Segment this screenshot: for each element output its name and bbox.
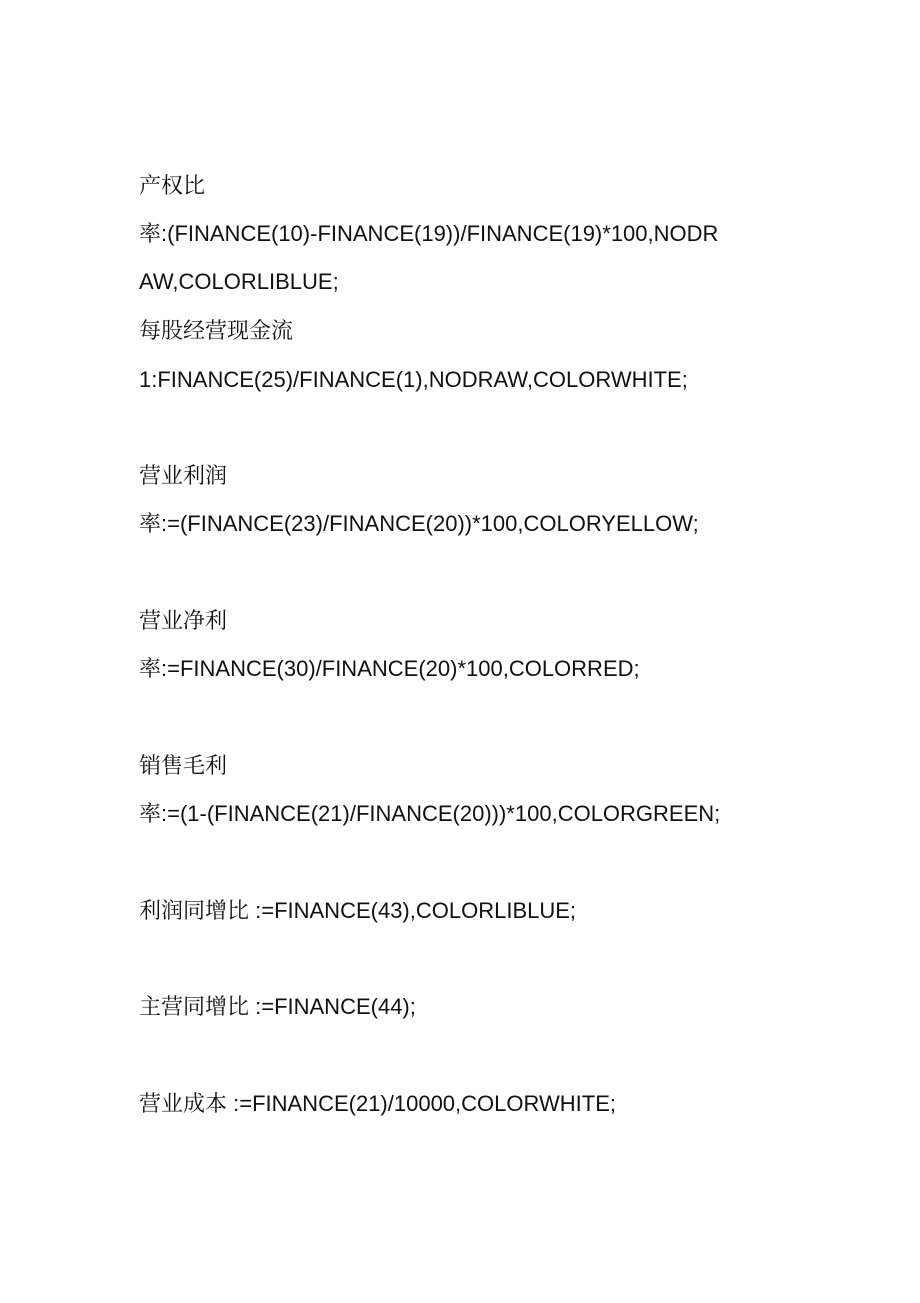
formula-gross-margin-rate: 率:=(1-(FINANCE(21)/FINANCE(20)))*100,COLORGREEN; bbox=[139, 801, 721, 826]
formula-net-profit-rate: 率:=FINANCE(30)/FINANCE(20)*100,COLORRED; bbox=[139, 656, 640, 681]
formula-profit-growth: 利润同增比 :=FINANCE(43),COLORLIBLUE; bbox=[139, 898, 577, 923]
formula-operating-cash-flow-per-share: 1:FINANCE(25)/FINANCE(1),NODRAW,COLORWHITE; bbox=[139, 367, 688, 392]
formula-equity-ratio-part1: 率:(FINANCE(10)-FINANCE(19))/FINANCE(19)*100,NODR bbox=[139, 221, 719, 246]
label-gross-margin-rate: 销售毛利 bbox=[139, 753, 228, 778]
label-operating-profit-rate: 营业利润 bbox=[139, 463, 228, 488]
label-net-profit-rate: 营业净利 bbox=[139, 608, 228, 633]
formula-operating-cost: 营业成本 :=FINANCE(21)/10000,COLORWHITE; bbox=[139, 1091, 616, 1116]
label-equity-ratio: 产权比 bbox=[139, 173, 206, 198]
formula-operating-profit-rate: 率:=(FINANCE(23)/FINANCE(20))*100,COLORYELLOW; bbox=[139, 511, 699, 536]
label-operating-cash-flow-per-share: 每股经营现金流 bbox=[139, 318, 294, 343]
formula-main-business-growth: 主营同增比 :=FINANCE(44); bbox=[139, 994, 416, 1019]
formula-equity-ratio-part2: AW,COLORLIBLUE; bbox=[139, 269, 339, 294]
